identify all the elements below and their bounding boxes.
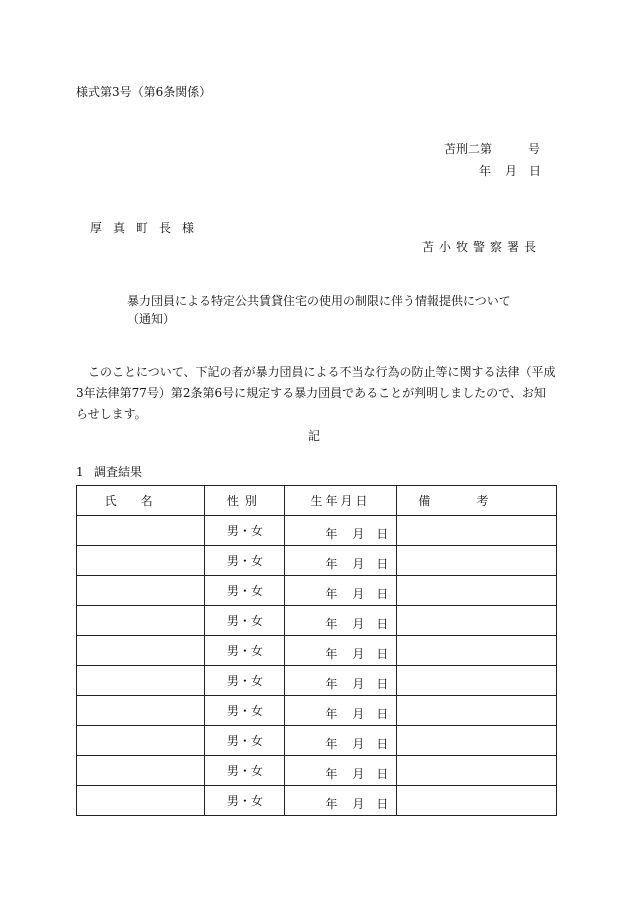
remarks-cell[interactable] <box>396 756 556 786</box>
gender-cell: 男・女 <box>205 546 285 576</box>
ki-heading: 記 <box>308 429 321 443</box>
table-row <box>77 696 557 726</box>
subject-title: 暴力団員による特定公共賃貸住宅の使用の制限に伴う情報提供について <box>127 294 511 308</box>
name-cell[interactable] <box>77 696 205 726</box>
remarks-cell[interactable] <box>396 666 556 696</box>
header-gender: 性別 <box>205 486 285 516</box>
table-row <box>77 666 557 696</box>
results-table <box>76 485 557 816</box>
date-of-birth-cell[interactable] <box>285 636 396 666</box>
date-of-birth-cell[interactable] <box>285 786 396 816</box>
dob-day-label: 日 <box>376 587 389 601</box>
table-row <box>77 756 557 786</box>
name-cell[interactable] <box>77 756 205 786</box>
table-row <box>77 576 557 606</box>
gender-cell: 男・女 <box>205 636 285 666</box>
dob-month-label: 月 <box>352 797 365 811</box>
dob-year-label: 年 <box>325 527 338 541</box>
dob-day-label: 日 <box>376 647 389 661</box>
section-number: 1 <box>76 465 84 479</box>
dob-day-label: 日 <box>376 677 389 691</box>
table-row <box>77 726 557 756</box>
name-cell[interactable] <box>77 636 205 666</box>
remarks-cell[interactable] <box>396 726 556 756</box>
dob-year-label: 年 <box>325 647 338 661</box>
gender-cell: 男・女 <box>205 576 285 606</box>
form-number: 様式第3号（第6条関係） <box>76 85 212 99</box>
date-of-birth-cell[interactable] <box>285 576 396 606</box>
gender-cell: 男・女 <box>205 666 285 696</box>
dob-year-label: 年 <box>325 707 338 721</box>
dob-month-label: 月 <box>352 647 365 661</box>
dob-day-label: 日 <box>376 707 389 721</box>
dob-year-label: 年 <box>325 767 338 781</box>
date-month-label: 月 <box>505 164 518 178</box>
table-row <box>77 606 557 636</box>
name-cell[interactable] <box>77 576 205 606</box>
name-cell[interactable] <box>77 606 205 636</box>
remarks-cell[interactable] <box>396 786 556 816</box>
date-of-birth-cell[interactable] <box>285 756 396 786</box>
dob-year-label: 年 <box>325 797 338 811</box>
remarks-cell[interactable] <box>396 516 556 546</box>
name-cell[interactable] <box>77 666 205 696</box>
dob-month-label: 月 <box>352 737 365 751</box>
subject-notice-label: （通知） <box>127 312 176 326</box>
date-of-birth-cell[interactable] <box>285 726 396 756</box>
date-day-label: 日 <box>529 164 542 178</box>
dob-month-label: 月 <box>352 617 365 631</box>
date-of-birth-cell[interactable] <box>285 546 396 576</box>
dob-month-label: 月 <box>352 587 365 601</box>
dob-year-label: 年 <box>325 737 338 751</box>
dob-year-label: 年 <box>325 587 338 601</box>
remarks-cell[interactable] <box>396 576 556 606</box>
dob-year-label: 年 <box>325 557 338 571</box>
document-number-prefix: 苫刑二第 <box>444 142 493 156</box>
date-of-birth-cell[interactable] <box>285 606 396 636</box>
date-of-birth-cell[interactable] <box>285 696 396 726</box>
table-row <box>77 786 557 816</box>
recipient: 厚真町長様 <box>90 221 206 235</box>
dob-day-label: 日 <box>376 557 389 571</box>
dob-month-label: 月 <box>352 557 365 571</box>
document-number-suffix: 号 <box>528 142 541 156</box>
date-of-birth-cell[interactable] <box>285 666 396 696</box>
table-row <box>77 546 557 576</box>
name-cell[interactable] <box>77 786 205 816</box>
dob-day-label: 日 <box>376 617 389 631</box>
gender-cell: 男・女 <box>205 786 285 816</box>
name-cell[interactable] <box>77 546 205 576</box>
dob-day-label: 日 <box>376 527 389 541</box>
dob-month-label: 月 <box>352 527 365 541</box>
dob-month-label: 月 <box>352 677 365 691</box>
dob-day-label: 日 <box>376 737 389 751</box>
remarks-cell[interactable] <box>396 606 556 636</box>
table-header-row <box>77 486 557 516</box>
body-paragraph: このことについて、下記の者が暴力団員による不当な行為の防止等に関する法律（平成3年法律第77号）第2条第6号に規定する暴力団員であることが判明しましたので、お知らせします。 <box>76 365 556 421</box>
gender-cell: 男・女 <box>205 756 285 786</box>
section-title: 調査結果 <box>94 465 143 479</box>
header-date-of-birth: 生年月日 <box>285 486 396 516</box>
gender-cell: 男・女 <box>205 606 285 636</box>
table-row <box>77 516 557 546</box>
remarks-cell[interactable] <box>396 546 556 576</box>
dob-day-label: 日 <box>376 767 389 781</box>
dob-month-label: 月 <box>352 767 365 781</box>
name-cell[interactable] <box>77 726 205 756</box>
dob-year-label: 年 <box>325 617 338 631</box>
gender-cell: 男・女 <box>205 696 285 726</box>
dob-day-label: 日 <box>376 797 389 811</box>
sender: 苫小牧警察署長 <box>422 240 542 254</box>
header-remarks: 備考 <box>396 486 556 516</box>
dob-month-label: 月 <box>352 707 365 721</box>
name-cell[interactable] <box>77 516 205 546</box>
section-heading <box>76 466 142 478</box>
date-year-label: 年 <box>479 164 492 178</box>
dob-year-label: 年 <box>325 677 338 691</box>
gender-cell: 男・女 <box>205 726 285 756</box>
remarks-cell[interactable] <box>396 696 556 726</box>
gender-cell: 男・女 <box>205 516 285 546</box>
table-row <box>77 636 557 666</box>
header-name: 氏名 <box>77 486 205 516</box>
remarks-cell[interactable] <box>396 636 556 666</box>
date-of-birth-cell[interactable] <box>285 516 396 546</box>
